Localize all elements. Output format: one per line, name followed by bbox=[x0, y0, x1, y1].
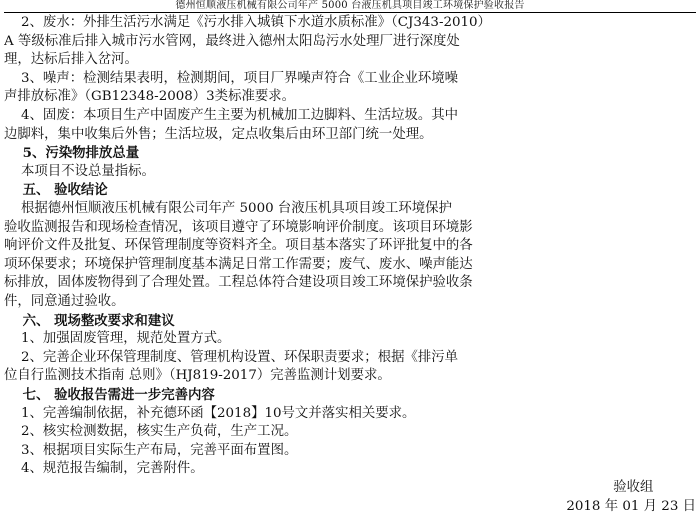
text-line: 4、固废：本项目生产中固废产生主要为机械加工边脚料、生活垃圾。其中 bbox=[4, 108, 459, 123]
text-line: 2018 年 01 月 23 日 bbox=[566, 498, 696, 514]
section-heading: 六、 现场整改要求和建议 bbox=[4, 312, 175, 329]
text-line: 3、根据项目实际生产布局，完善平面布置图。 bbox=[4, 442, 298, 458]
text-line: 1、完善编制依据，补充德环函【2018】10号文并落实相关要求。 bbox=[4, 405, 416, 421]
running-header: 德州恒顺液压机械有限公司年产 5000 台液压机具项目竣工环境保护验收报告 bbox=[175, 0, 525, 11]
text-line: A 等级标准后排入城市污水管网，最终进入德州太阳岛污水处理厂进行深度处 bbox=[4, 33, 460, 49]
text-line: 验收组 bbox=[613, 480, 696, 495]
text-line: 4、规范报告编制，完善附件。 bbox=[4, 461, 204, 477]
text-line: 2、废水：外排生活污水满足《污水排入城镇下水道水质标准》（CJ343-2010） bbox=[4, 15, 491, 30]
text-line: 2、完善企业环保管理制度、管理机构设置、环保职责要求；根据《排污单 bbox=[4, 349, 459, 365]
text-line: 理，达标后排入岔河。 bbox=[4, 52, 138, 68]
text-line: 边脚料，集中收集后外售；生活垃圾，定点收集后由环卫部门统一处理。 bbox=[4, 126, 433, 142]
text-line: 响评价文件及批复、环保管理制度等资料齐全。项目基本落实了环评批复中的各 bbox=[4, 238, 473, 254]
text-line: 项环保要求；环境保护管理制度基本满足日常工作需要；废气、废水、噪声能达 bbox=[4, 256, 473, 272]
section-heading: 五、 验收结论 bbox=[4, 182, 108, 199]
text-line: 本项目不设总量指标。 bbox=[4, 163, 155, 179]
text-line: 标排放，固体废物得到了合理处置。工程总体符合建设项目竣工环境保护验收条 bbox=[4, 275, 473, 291]
text-line: 件，同意通过验收。 bbox=[4, 294, 125, 309]
text-line: 1、加强固废管理，规范处置方式。 bbox=[4, 331, 231, 347]
text-line: 根据德州恒顺液压机械有限公司年产 5000 台液压机具项目竣工环境保护 bbox=[4, 201, 452, 216]
section-heading: 七、 验收报告需进一步完善内容 bbox=[4, 387, 215, 403]
text-line: 验收监测报告和现场检查情况，该项目遵守了环境影响评价制度。该项目环境影 bbox=[4, 219, 473, 235]
section-heading: 5、污染物排放总量 bbox=[4, 145, 140, 162]
text-line: 3、噪声：检测结果表明，检测期间，项目厂界噪声符合《工业企业环境噪 bbox=[4, 70, 459, 86]
text-line: 2、核实检测数据，核实生产负荷，生产工况。 bbox=[4, 424, 298, 440]
text-line: 位自行监测技术指南 总则》（HJ819-2017）完善监测计划要求。 bbox=[4, 368, 391, 384]
text-line: 声排放标准》（GB12348-2008）3类标准要求。 bbox=[4, 89, 296, 105]
